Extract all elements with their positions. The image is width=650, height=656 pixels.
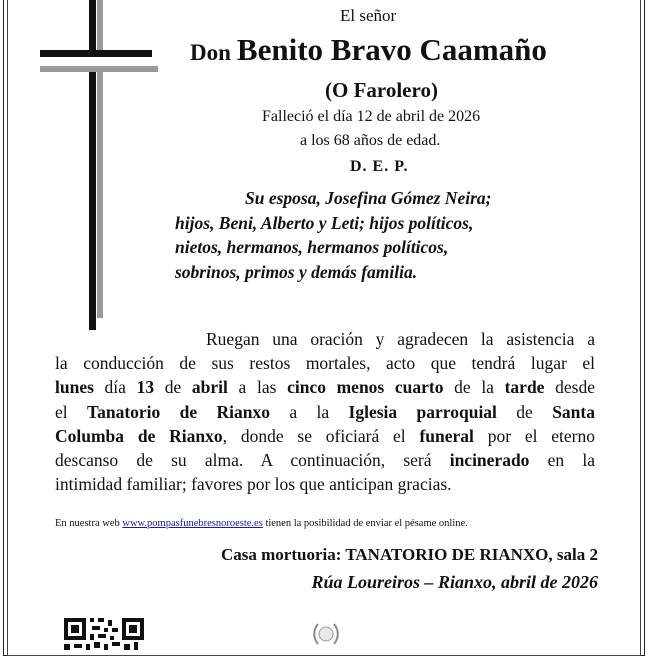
- text-fragment: a las: [227, 377, 288, 398]
- text-fragment: En nuestra web: [55, 518, 120, 529]
- cremation-word: incinerado: [449, 450, 530, 471]
- website-link[interactable]: www.pompasfunebresnoroeste.es: [122, 518, 263, 529]
- condolence-note: [55, 518, 468, 529]
- funeral-word: funeral: [419, 425, 474, 446]
- family-line: nietos, hermanos, hermanos políticos,: [175, 237, 449, 257]
- family-block: [175, 186, 593, 284]
- funeral-home: Tanatorio de Rianxo: [87, 401, 271, 422]
- qr-code-icon: [64, 618, 144, 650]
- ceremony-time: cinco menos cuarto: [287, 377, 444, 398]
- text-fragment: descanso de su alma. A continuación, será: [55, 450, 450, 471]
- ceremony-paragraph: [55, 327, 595, 496]
- church-name-start: Santa: [552, 401, 595, 422]
- day-name: lunes: [55, 377, 94, 398]
- cross-gap: [40, 57, 158, 66]
- paragraph-line: [55, 375, 595, 399]
- funeral-home-room: Casa mortuoria: TANATORIO DE RIANXO, sala 2: [220, 545, 598, 564]
- church-name-end: Columba de Rianxo: [55, 425, 223, 446]
- rip-text: D. E. P.: [350, 158, 409, 175]
- paragraph-line: [55, 400, 595, 424]
- age-line: a los 68 años de edad.: [300, 132, 441, 149]
- text-fragment: de: [496, 401, 553, 422]
- text-fragment: por el eterno: [473, 425, 596, 446]
- church-type: Iglesia parroquial: [348, 401, 497, 422]
- cross-horizontal-bar: [40, 50, 152, 57]
- cross-vertical-shadow: [97, 0, 103, 318]
- text-fragment: de la: [443, 377, 505, 398]
- day-number: 13: [136, 377, 155, 398]
- intro-text: El señor: [340, 6, 397, 25]
- paragraph-line: [55, 424, 595, 448]
- paragraph-line: intimidad familiar; favores por los que anticipan gracias.: [55, 474, 452, 495]
- text-fragment: , donde se oficiará el: [222, 425, 420, 446]
- month-name: abril: [191, 377, 228, 398]
- paragraph-line: [55, 448, 595, 472]
- text-fragment: día: [93, 377, 137, 398]
- text-fragment: el: [55, 401, 88, 422]
- anniversary-logo-icon: [312, 620, 340, 648]
- death-date: Falleció el día 12 de abril de 2026: [262, 108, 481, 125]
- time-of-day: tarde: [504, 377, 545, 398]
- family-line: sobrinos, primos y demás familia.: [175, 261, 418, 282]
- honorific: Don: [190, 40, 231, 65]
- family-line: hijos, Beni, Alberto y Leti; hijos políticos,: [175, 212, 474, 233]
- text-fragment: a la: [270, 401, 349, 422]
- text-fragment: en la: [529, 450, 595, 471]
- cross-horizontal-shadow: [40, 66, 158, 72]
- paragraph-line: la conducción de sus restos mortales, acto que tendrá lugar el: [55, 353, 595, 374]
- text-fragment: tienen la posibilidad de enviar el pésame online.: [265, 518, 468, 529]
- paragraph-line: Ruegan una oración y agradecen la asistencia a: [206, 329, 595, 349]
- nickname: (O Farolero): [325, 78, 438, 102]
- family-line: Su esposa, Josefina Gómez Neira;: [245, 188, 492, 208]
- text-fragment: de: [154, 377, 192, 398]
- deceased-name: [190, 32, 547, 68]
- place-date: Rúa Loureiros – Rianxo, abril de 2026: [311, 572, 598, 592]
- text-fragment: desde: [544, 377, 595, 398]
- name-text: Benito Bravo Caamaño: [236, 32, 547, 67]
